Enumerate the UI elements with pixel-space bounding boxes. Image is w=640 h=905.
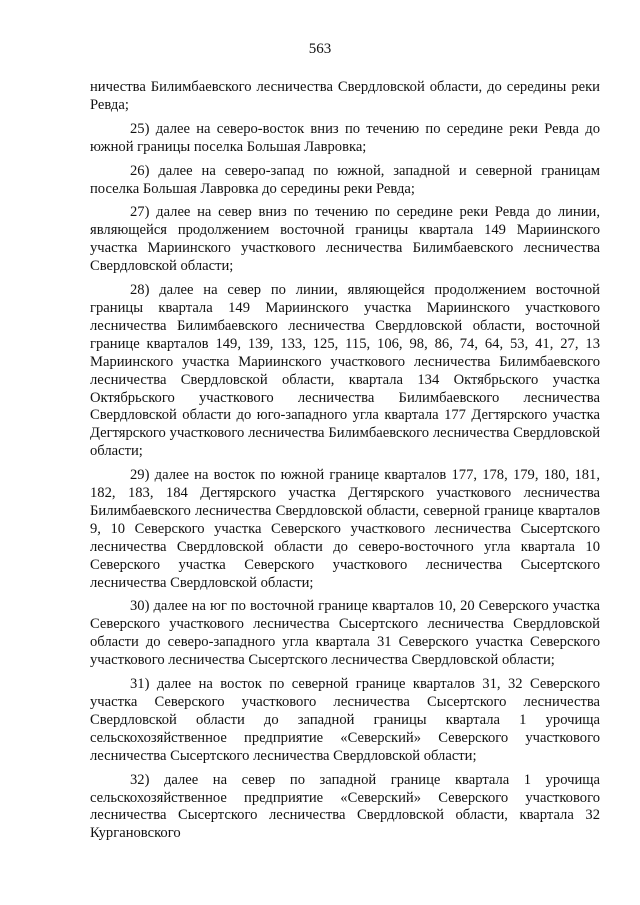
paragraph-item-32: 32) далее на север по западной границе квартала 1 урочища сельскохозяйственное предприятие «Северский» Северского участкового лесничества Сысертского лесничества Свердловской области, квартала 32 Кургановского	[90, 771, 600, 842]
paragraph-item-29: 29) далее на восток по южной границе кварталов 177, 178, 179, 180, 181, 182, 183, 184 Дегтярского участка Дегтярского участкового лесничества Билимбаевского лесничества Свердловской области, северной границе кварталов 9, 10 Северского участка Северского участкового лесничества Сысертского лесничества Свердловской области до северо-восточного угла квартала 10 Северского участка Северского участкового лесничества Сысертского лесничества Свердловской области;	[90, 467, 600, 591]
paragraph-item-26: 26) далее на северо-запад по южной, западной и северной границам поселка Большая Лавровка до середины реки Ревда;	[90, 162, 600, 197]
page-number: 563	[308, 41, 332, 57]
document-body	[90, 79, 600, 849]
paragraph-item-28: 28) далее на север по линии, являющейся продолжением восточной границы квартала 149 Мариинского участка Мариинского участкового лесничества Билимбаевского лесничества Свердловской области, восточной границе кварталов 149, 139, 133, 125, 115, 106, 98, 86, 74, 64, 53, 41, 27, 13 Мариинского участка Мариинского участкового лесничества Билимбаевского лесничества Свердловской области, квартала 134 Октябрьского участка Октябрьского участкового лесничества Билимбаевского лесничества Свердловской области до юго-западного угла квартала 177 Дегтярского участка Дегтярского участкового лесничества Билимбаевского лесничества Свердловской области;	[90, 282, 600, 460]
paragraph-item-27: 27) далее на север вниз по течению по середине реки Ревда до линии, являющейся продолжением восточной границы квартала 149 Мариинского участка Мариинского участкового лесничества Билимбаевского лесничества Свердловской области;	[90, 204, 600, 275]
paragraph-item-30: 30) далее на юг по восточной границе кварталов 10, 20 Северского участка Северского участкового лесничества Сысертского лесничества Свердловской области до северо-западного угла квартала 31 Северского участка Северского участкового лесничества Сысертского лесничества Свердловской области;	[90, 598, 600, 669]
paragraph-item-31: 31) далее на восток по северной границе кварталов 31, 32 Северского участка Северского участкового лесничества Сысертского лесничества Свердловской области до западной границы квартала 1 урочища сельскохозяйственное предприятие «Северский» Северского участкового лесничества Сысертского лесничества Свердловской области;	[90, 676, 600, 764]
paragraph-item-25: 25) далее на северо-восток вниз по течению по середине реки Ревда до южной границы поселка Большая Лавровка;	[90, 120, 600, 155]
paragraph-continuation: ничества Билимбаевского лесничества Свердловской области, до середины реки Ревда;	[90, 79, 600, 113]
